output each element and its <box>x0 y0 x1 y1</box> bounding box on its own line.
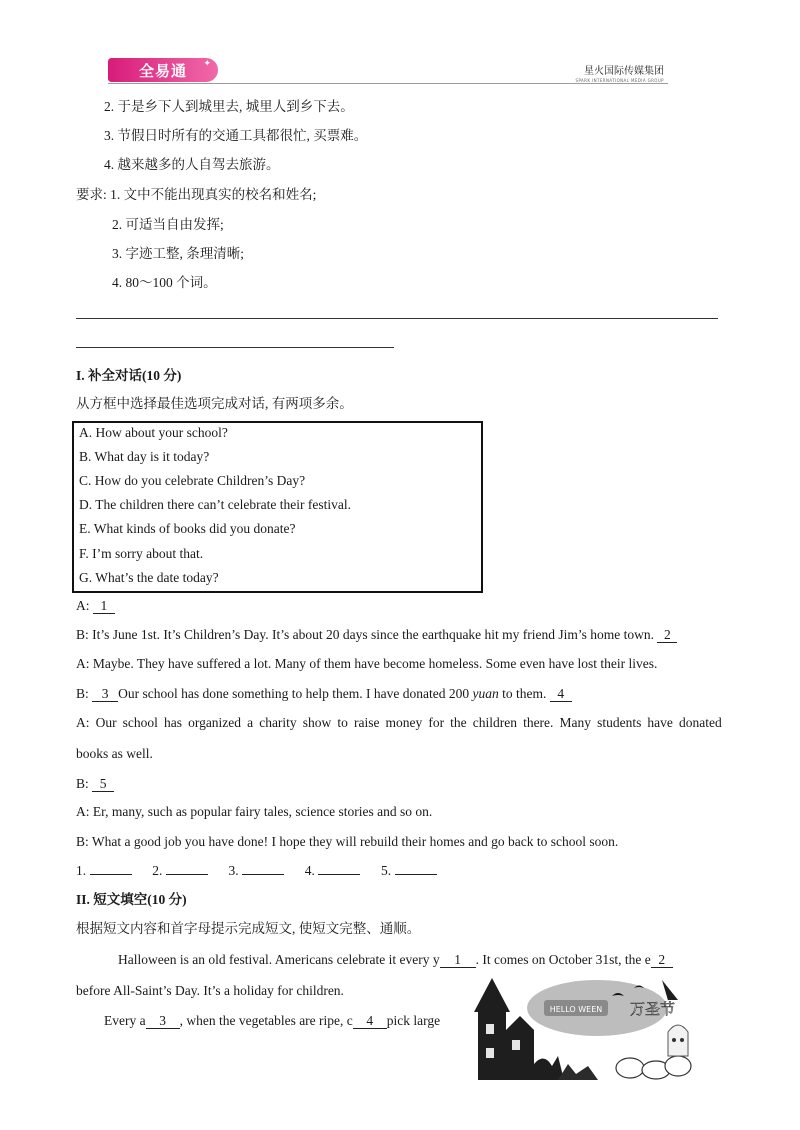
answer-row <box>76 862 437 880</box>
options-box <box>72 421 483 593</box>
word: to <box>337 715 348 730</box>
requirement-4: 4. 80～100 个词。 <box>112 275 217 290</box>
option-b: B. What day is it today? <box>79 449 210 464</box>
requirement-1 <box>76 186 316 204</box>
header-divider <box>108 83 668 84</box>
word: school <box>122 715 158 730</box>
section-2-instruction: 根据短文内容和首字母提示完成短文, 使短文完整、通顺。 <box>76 921 421 936</box>
dialog-line-1 <box>76 597 115 615</box>
option-e: E. What kinds of books did you donate? <box>79 521 296 536</box>
word: raise <box>353 715 380 730</box>
answer-blank-2[interactable] <box>166 874 208 875</box>
section-1-title: I. 补全对话(10 分) <box>76 368 182 383</box>
dialog-speaker-b: B: <box>76 686 93 701</box>
word: donated <box>678 715 722 730</box>
publisher-subtitle: SPARK INTERNATIONAL MEDIA GROUP <box>575 78 664 83</box>
dialog-line-5 <box>76 714 722 732</box>
dialog-yuan: yuan <box>472 686 499 701</box>
passage-text-3c: pick large <box>386 1013 441 1028</box>
section-2-title: II. 短文填空(10 分) <box>76 892 187 907</box>
word: Many <box>559 715 591 730</box>
passage-line-1 <box>118 951 673 969</box>
writing-point-3: 3. 节假日时所有的交通工具都很忙, 买票难。 <box>104 128 368 143</box>
word: have <box>647 715 673 730</box>
requirement-1-text: 1. 文中不能出现真实的校名和姓名; <box>110 187 317 202</box>
answer-blank-1[interactable] <box>90 874 132 875</box>
passage-text-3a: Every a <box>104 1013 146 1028</box>
word: show <box>302 715 332 730</box>
dialog-blank-4[interactable]: 4 <box>550 686 572 702</box>
dialog-line-7: A: Er, many, such as popular fairy tales, science stories and so on. <box>76 804 433 819</box>
passage-text-3b: , when the vegetables are ripe, c <box>179 1013 353 1028</box>
brand-logo <box>108 58 218 82</box>
image-caption-en: HELLO WEEN <box>549 1005 603 1014</box>
passage-text-1a: Halloween is an old festival. Americans celebrate it every y <box>118 952 440 967</box>
dialog-line-6 <box>76 775 114 793</box>
star-icon: ✦ <box>203 59 212 69</box>
word: the <box>450 715 467 730</box>
writing-point-2: 2. 于是乡下人到城里去, 城里人到乡下去。 <box>104 99 354 114</box>
answer-blank-3[interactable] <box>242 874 284 875</box>
option-d: D. The children there can’t celebrate their festival. <box>79 497 351 512</box>
answer-label-5: 5. <box>381 863 392 878</box>
dialog-blank-3[interactable]: 3 <box>92 686 118 702</box>
dialog-line-2 <box>76 626 677 644</box>
passage-text-1b: . It comes on October 31st, the e <box>475 952 651 967</box>
dialog-blank-1[interactable]: 1 <box>93 598 115 614</box>
option-g: G. What’s the date today? <box>79 570 219 585</box>
word: money <box>385 715 423 730</box>
word: organized <box>188 715 242 730</box>
image-caption-zh: 万圣节 <box>630 1000 676 1018</box>
dialog-speaker-a: A: <box>76 598 93 613</box>
option-c: C. How do you celebrate Children’s Day? <box>79 473 306 488</box>
dialog-line-4-text: Our school has done something to help them. I have donated 200 <box>118 686 473 701</box>
haunted-house-icon <box>472 970 700 1080</box>
answer-label-2: 2. <box>152 863 163 878</box>
publisher-logo <box>576 62 664 83</box>
section-1-instruction: 从方框中选择最佳选项完成对话, 有两项多余。 <box>76 396 353 411</box>
passage-blank-4[interactable]: 4 <box>353 1013 387 1029</box>
passage-blank-3[interactable]: 3 <box>146 1013 180 1029</box>
word: students <box>597 715 642 730</box>
answer-label-3: 3. <box>228 863 239 878</box>
answer-label-4: 4. <box>304 863 315 878</box>
requirement-3: 3. 字迹工整, 条理清晰; <box>112 246 245 261</box>
publisher-name: 星火国际传媒集团 <box>584 66 664 77</box>
passage-blank-2[interactable]: 2 <box>651 952 673 968</box>
brand-name: 全易通 <box>138 61 187 80</box>
word: for <box>428 715 445 730</box>
word: children <box>472 715 517 730</box>
passage-line-3 <box>104 1012 440 1030</box>
dialog-line-2-text: B: It’s June 1st. It’s Children’s Day. It’s about 20 days since the earthquake hit my friend Jim’s home town. <box>76 627 658 642</box>
dialog-blank-2[interactable]: 2 <box>657 627 677 643</box>
word: there. <box>523 715 554 730</box>
answer-blank-4[interactable] <box>318 874 360 875</box>
dialog-line-8: B: What a good job you have done! I hope they will rebuild their homes and go back to school soon. <box>76 834 619 849</box>
answer-blank-5[interactable] <box>395 874 437 875</box>
requirements-label: 要求: <box>76 187 111 202</box>
writing-answer-line-2[interactable] <box>76 347 394 348</box>
word: A: <box>76 715 90 730</box>
answer-label-1: 1. <box>76 863 87 878</box>
dialog-blank-5[interactable]: 5 <box>92 776 114 792</box>
dialog-speaker-b2: B: <box>76 776 93 791</box>
dialog-line-4-end: to them. <box>498 686 550 701</box>
word: a <box>247 715 254 730</box>
writing-point-4: 4. 越来越多的人自驾去旅游。 <box>104 157 280 172</box>
passage-blank-1[interactable]: 1 <box>440 952 476 968</box>
dialog-line-4 <box>76 685 572 703</box>
passage-line-2: before All-Saint’s Day. It’s a holiday for children. <box>76 983 344 998</box>
requirement-2: 2. 可适当自由发挥; <box>112 217 224 232</box>
option-a: A. How about your school? <box>79 425 228 440</box>
halloween-illustration <box>472 970 700 1080</box>
word: charity <box>259 715 297 730</box>
word: Our <box>95 715 117 730</box>
dialog-line-5-cont: books as well. <box>76 746 153 761</box>
dialog-line-3: A: Maybe. They have suffered a lot. Many of them have become homeless. Some even have lost their lives. <box>76 656 658 671</box>
writing-answer-line-1[interactable] <box>76 318 718 319</box>
option-f: F. I’m sorry about that. <box>79 546 204 561</box>
word: has <box>163 715 182 730</box>
